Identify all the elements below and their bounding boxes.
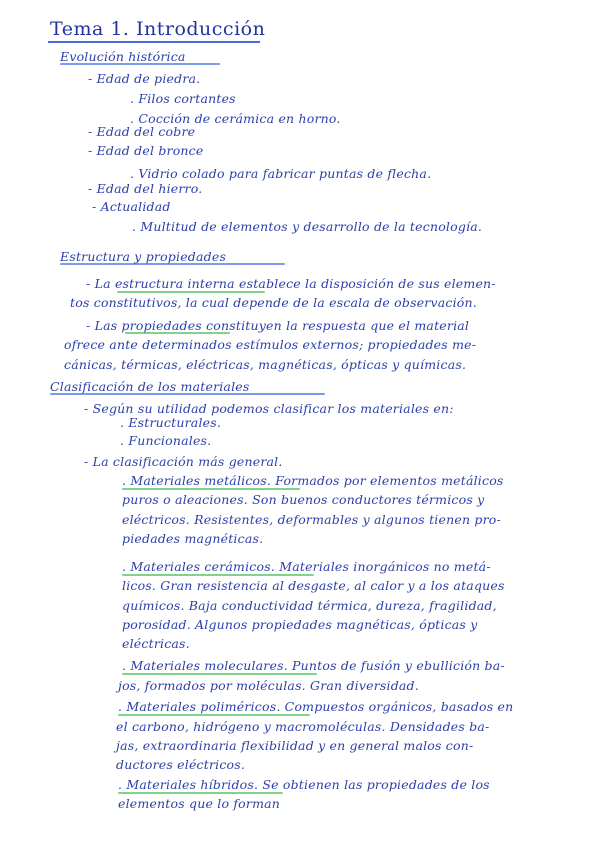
paragraph-line: ofrece ante determinados estímulos externos; propiedades me- bbox=[64, 337, 477, 352]
section-heading-evolucion: Evolución histórica bbox=[60, 49, 186, 64]
key-term: . Materiales poliméricos. bbox=[118, 699, 281, 714]
paragraph-line: tos constitutivos, la cual depende de la escala de observación. bbox=[70, 295, 477, 310]
highlight-underline bbox=[117, 291, 265, 293]
list-item: . Vidrio colado para fabricar puntas de flecha. bbox=[130, 166, 432, 181]
paragraph-line: . Materiales moleculares. Puntos de fusión y ebullición ba- bbox=[122, 658, 505, 673]
list-item: . Cocción de cerámica en horno. bbox=[130, 111, 341, 126]
list-item: - Edad del cobre bbox=[88, 124, 196, 139]
highlight-underline bbox=[122, 488, 300, 490]
list-item: - Edad del bronce bbox=[88, 143, 204, 158]
paragraph-line: - Las propiedades constituyen la respuesta que el material bbox=[86, 318, 470, 333]
paragraph-line: químicos. Baja conductividad térmica, dureza, fragilidad, bbox=[122, 598, 497, 613]
highlight-underline bbox=[118, 792, 283, 794]
highlight-underline bbox=[122, 574, 314, 576]
list-item: - Actualidad bbox=[92, 199, 171, 214]
list-item: . Filos cortantes bbox=[130, 91, 236, 106]
paragraph-line: puros o aleaciones. Son buenos conductores térmicos y bbox=[122, 492, 485, 507]
paragraph-line: ductores eléctricos. bbox=[116, 757, 246, 772]
title-underline bbox=[48, 41, 260, 43]
paragraph-line: eléctricas. bbox=[122, 636, 190, 651]
key-term: . Materiales metálicos. bbox=[122, 473, 272, 488]
paragraph-line: - La estructura interna establece la disposición de sus elemen- bbox=[86, 276, 496, 291]
page-title: Tema 1. Introducción bbox=[50, 18, 266, 40]
list-item: . Estructurales. bbox=[120, 415, 222, 430]
paragraph-line: . Materiales metálicos. Formados por elementos metálicos bbox=[122, 473, 504, 488]
paragraph-line: el carbono, hidrógeno y macromoléculas. Densidades ba- bbox=[116, 719, 490, 734]
paragraph-line: . Materiales cerámicos. Materiales inorgánicos no metá- bbox=[122, 559, 491, 574]
section-heading-clasificacion: Clasificación de los materiales bbox=[50, 379, 250, 394]
paragraph-line: jas, extraordinaria flexibilidad y en general malos con- bbox=[116, 738, 474, 753]
key-term: estructura interna bbox=[114, 276, 235, 291]
key-term: . Materiales cerámicos. bbox=[122, 559, 276, 574]
list-item: - Edad de piedra. bbox=[88, 71, 201, 86]
list-item: . Multitud de elementos y desarrollo de la tecnología. bbox=[132, 219, 483, 234]
paragraph-line: elementos que lo forman bbox=[118, 796, 281, 811]
section-heading-estructura: Estructura y propiedades bbox=[60, 249, 227, 264]
paragraph-line: . Materiales híbridos. Se obtienen las propiedades de los bbox=[118, 777, 490, 792]
list-item: - Edad del hierro. bbox=[88, 181, 203, 196]
paragraph-line: - La clasificación más general. bbox=[84, 454, 283, 469]
list-item: . Funcionales. bbox=[120, 433, 212, 448]
highlight-underline bbox=[122, 673, 317, 675]
paragraph-line: porosidad. Algunos propiedades magnéticas, ópticas y bbox=[122, 617, 478, 632]
key-term: . Materiales híbridos. bbox=[118, 777, 259, 792]
highlight-underline bbox=[118, 714, 310, 716]
key-term: propiedades bbox=[121, 318, 202, 333]
paragraph-line: licos. Gran resistencia al desgaste, al calor y a los ataques bbox=[122, 578, 505, 593]
paragraph-line: eléctricos. Resistentes, deformables y algunos tienen pro- bbox=[122, 512, 501, 527]
paragraph-line: - Según su utilidad podemos clasificar los materiales en: bbox=[84, 401, 454, 416]
paragraph-line: cánicas, térmicas, eléctricas, magnéticas, ópticas y químicas. bbox=[64, 357, 467, 372]
key-term: . Materiales moleculares. bbox=[122, 658, 288, 673]
paragraph-line: jos, formados por moléculas. Gran diversidad. bbox=[118, 678, 419, 693]
paragraph-line: . Materiales poliméricos. Compuestos orgánicos, basados en bbox=[118, 699, 514, 714]
paragraph-line: piedades magnéticas. bbox=[122, 531, 264, 546]
